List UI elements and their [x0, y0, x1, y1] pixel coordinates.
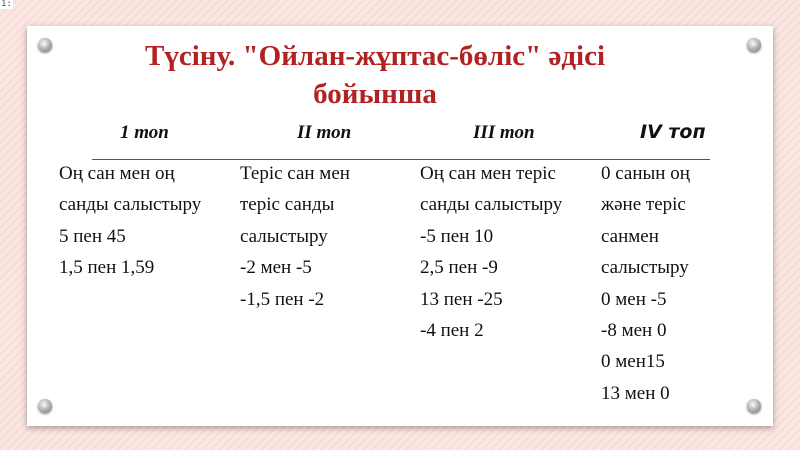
- cell-text: 13 пен -25: [420, 288, 503, 310]
- cell-text: 0 мен -5: [601, 288, 667, 310]
- corner-mark: 1:: [1, 0, 12, 9]
- cell-text: 5 пен 45: [59, 225, 126, 247]
- header-group-4: ІV топ: [640, 121, 706, 143]
- cell-text: -1,5 пен -2: [240, 288, 325, 310]
- cell-text: теріс санды: [240, 194, 335, 216]
- column-group-3: [420, 158, 562, 346]
- cell-text: 13 мен 0: [601, 382, 670, 404]
- pin-icon: [747, 38, 761, 52]
- cell-text: Теріс сан мен: [240, 163, 350, 184]
- cell-text: санды салыстыру: [420, 194, 563, 216]
- pin-icon: [38, 399, 52, 413]
- column-group-4: [601, 158, 690, 409]
- cell-text: -5 пен 10: [420, 225, 494, 247]
- cell-text: -4 пен 2: [420, 320, 484, 342]
- cell-text: салыстыру: [240, 225, 328, 247]
- cell-text: -2 мен -5: [240, 257, 312, 279]
- header-group-1: 1 топ: [120, 122, 169, 143]
- cell-text: 0 мен15: [601, 351, 665, 373]
- cell-text: санды салыстыру: [59, 194, 202, 216]
- cell-text: 2,5 пен -9: [420, 257, 498, 279]
- cell-text: -8 мен 0: [601, 320, 667, 342]
- column-group-1: [59, 158, 201, 284]
- cell-text: 0 санын оң: [601, 163, 690, 184]
- header-group-3: III топ: [473, 122, 535, 143]
- pin-icon: [38, 38, 52, 52]
- cell-text: салыстыру: [601, 257, 689, 279]
- cell-text: санмен: [601, 225, 659, 247]
- slide-title: Түсіну. "Ойлан-жұптас-бөліс" әдісі бойынша: [144, 40, 606, 110]
- cell-text: Оң сан мен оң: [59, 163, 175, 184]
- pin-icon: [747, 399, 761, 413]
- column-group-2: [240, 158, 350, 315]
- cell-text: 1,5 пен 1,59: [59, 257, 155, 279]
- header-group-2: II топ: [297, 122, 352, 143]
- cell-text: Оң сан мен теріс: [420, 163, 556, 184]
- cell-text: және теріс: [601, 194, 686, 216]
